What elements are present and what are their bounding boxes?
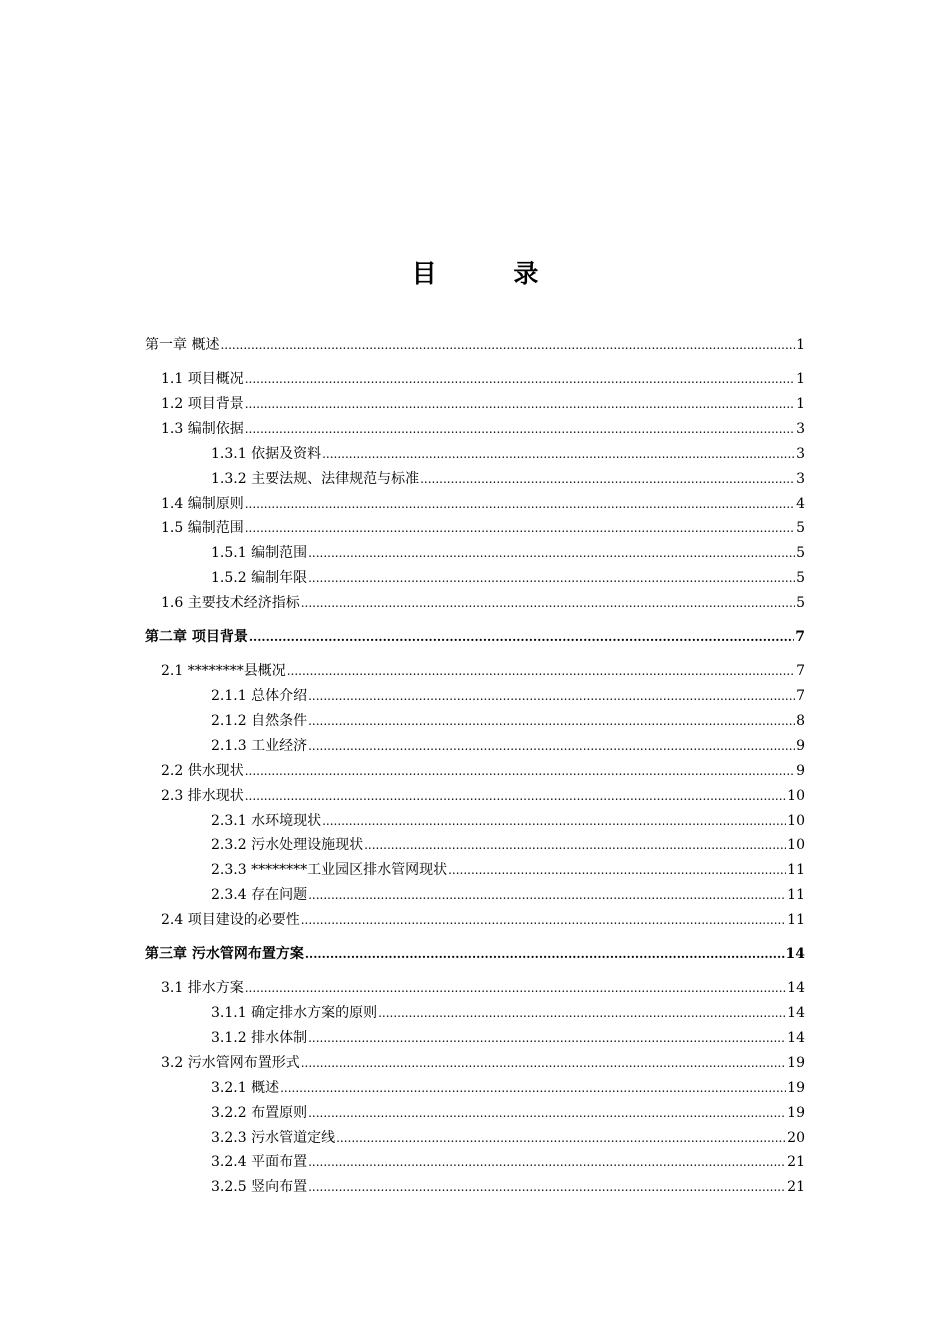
toc-page-number: 1	[796, 395, 805, 412]
toc-dot-leader	[280, 1077, 786, 1099]
toc-entry-label: 2.3.1 水环境现状	[211, 812, 322, 829]
toc-entry-label: 3.2.2 布置原则	[211, 1104, 308, 1121]
toc-dot-leader	[287, 660, 795, 682]
toc-entry-label: 1.3.1 依据及资料	[211, 445, 322, 462]
toc-entry-label: 3.1.2 排水体制	[211, 1029, 308, 1046]
toc-page-number: 5	[796, 520, 805, 537]
toc-section-entry[interactable]	[161, 592, 805, 614]
toc-section-entry[interactable]	[161, 368, 805, 390]
toc-dot-leader	[308, 1102, 786, 1124]
toc-section-entry[interactable]	[211, 542, 805, 564]
toc-dot-leader	[245, 517, 795, 539]
toc-entry-label: 2.4 项目建设的必要性	[161, 912, 300, 929]
toc-entry-label: 2.1.2 自然条件	[211, 712, 308, 729]
toc-entry-label: 1.3.2 主要法规、法律规范与标准	[211, 470, 420, 487]
toc-dot-leader	[378, 1002, 786, 1024]
toc-page-number: 10	[787, 812, 805, 829]
toc-page-number: 7	[795, 629, 805, 646]
toc-entry-label: 2.3.3 ********工业园区排水管网现状	[211, 862, 448, 879]
toc-section-entry[interactable]	[211, 443, 805, 465]
toc-page-number: 21	[787, 1179, 805, 1196]
toc-entry-label: 2.2 供水现状	[161, 762, 244, 779]
toc-page-number: 3	[796, 470, 805, 487]
toc-dot-leader	[220, 334, 795, 356]
toc-section-entry[interactable]	[211, 1027, 805, 1049]
toc-page-number: 9	[796, 737, 805, 754]
toc-dot-leader	[245, 785, 786, 807]
toc-section-entry[interactable]	[211, 1176, 805, 1198]
toc-section-entry[interactable]	[211, 735, 805, 757]
toc-entry-label: 1.6 主要技术经济指标	[161, 595, 300, 612]
toc-entry-label: 第一章 概述	[145, 337, 220, 353]
toc-page-number: 4	[796, 495, 805, 512]
toc-section-entry[interactable]	[161, 660, 805, 682]
toc-section-entry[interactable]	[161, 1052, 805, 1074]
toc-entry-label: 1.5.1 编制范围	[211, 545, 308, 562]
toc-page-number: 19	[787, 1054, 805, 1071]
toc-section-entry[interactable]	[211, 834, 805, 856]
toc-entry-label: 3.2.3 污水管道定线	[211, 1129, 336, 1146]
toc-page-number: 1	[796, 337, 805, 353]
toc-page-number: 3	[796, 445, 805, 462]
toc-page-number: 14	[787, 1029, 805, 1046]
toc-section-entry[interactable]	[161, 418, 805, 440]
toc-entry-label: 1.1 项目概况	[161, 371, 244, 387]
toc-section-entry[interactable]	[211, 685, 805, 707]
toc-entry-label: 2.3.2 污水处理设施现状	[211, 837, 364, 854]
toc-page-number: 3	[796, 420, 805, 437]
toc-page-number: 8	[796, 712, 805, 729]
toc-entry-label: 2.1.1 总体介绍	[211, 688, 308, 704]
toc-section-entry[interactable]	[161, 393, 805, 415]
toc-section-entry[interactable]	[161, 760, 805, 782]
toc-chapter-entry[interactable]	[145, 334, 805, 356]
toc-page-number: 9	[796, 762, 805, 779]
toc-entry-label: 1.3 编制依据	[161, 420, 244, 437]
toc-dot-leader	[322, 443, 795, 465]
toc-dot-leader	[245, 760, 795, 782]
toc-entry-label: 2.3.4 存在问题	[211, 887, 308, 904]
toc-entry-label: 3.2.1 概述	[211, 1079, 280, 1096]
toc-section-entry[interactable]	[161, 517, 805, 539]
toc-section-entry[interactable]	[211, 1151, 805, 1173]
toc-page-number: 5	[796, 570, 805, 587]
toc-section-entry[interactable]	[161, 493, 805, 515]
toc-page-number: 14	[785, 946, 805, 963]
toc-dot-leader	[420, 468, 795, 490]
toc-dot-leader	[301, 909, 786, 931]
toc-section-entry[interactable]	[211, 1127, 805, 1149]
toc-page-number: 7	[796, 688, 805, 704]
toc-page-number: 10	[787, 787, 805, 804]
toc-section-entry[interactable]	[211, 1002, 805, 1024]
toc-section-entry[interactable]	[211, 859, 805, 881]
toc-dot-leader	[364, 834, 786, 856]
toc-page-number: 19	[787, 1104, 805, 1121]
toc-dot-leader	[245, 418, 795, 440]
toc-page-number: 14	[787, 1005, 805, 1021]
toc-dot-leader	[308, 1027, 786, 1049]
toc-section-entry[interactable]	[211, 1077, 805, 1099]
page-title: 目 录	[411, 259, 573, 288]
toc-section-entry[interactable]	[161, 909, 805, 931]
toc-chapter-entry[interactable]	[145, 943, 805, 965]
toc-page-number: 14	[787, 980, 805, 997]
toc-entry-label: 3.1 排水方案	[161, 980, 244, 997]
toc-section-entry[interactable]	[211, 567, 805, 589]
toc-dot-leader	[308, 1151, 786, 1173]
toc-page-number: 21	[787, 1154, 805, 1171]
toc-page-number: 11	[787, 862, 805, 879]
toc-section-entry[interactable]	[211, 468, 805, 490]
toc-dot-leader	[308, 567, 795, 589]
toc-dot-leader	[301, 592, 795, 614]
toc-page-number: 5	[796, 595, 805, 612]
toc-section-entry[interactable]	[211, 884, 805, 906]
toc-dot-leader	[448, 859, 786, 881]
toc-entry-label: 2.1.3 工业经济	[211, 737, 308, 754]
toc-dot-leader	[245, 493, 795, 515]
toc-page-number: 11	[787, 912, 805, 929]
toc-entry-label: 1.4 编制原则	[161, 495, 244, 512]
toc-entry-label: 3.2.5 竖向布置	[211, 1179, 308, 1196]
toc-page-number: 11	[787, 887, 805, 904]
toc-entry-label: 3.2 污水管网布置形式	[161, 1054, 300, 1071]
toc-entry-label: 1.5 编制范围	[161, 520, 244, 537]
toc-entry-label: 1.2 项目背景	[161, 395, 244, 412]
toc-chapter-entry[interactable]	[145, 626, 805, 648]
toc-entry-label: 1.5.2 编制年限	[211, 570, 308, 587]
toc-page-number: 20	[787, 1129, 805, 1146]
toc-dot-leader	[308, 884, 786, 906]
toc-entry-label: 2.1 ********县概况	[161, 663, 286, 680]
toc-entry-label: 3.2.4 平面布置	[211, 1154, 308, 1171]
toc-entry-label: 第二章 项目背景	[145, 629, 248, 646]
toc-dot-leader	[322, 810, 786, 832]
toc-dot-leader	[308, 542, 795, 564]
toc-page-number: 1	[796, 371, 805, 387]
toc-section-entry[interactable]	[161, 977, 805, 999]
toc-page-number: 10	[787, 837, 805, 854]
toc-dot-leader	[301, 1052, 786, 1074]
toc-section-entry[interactable]	[161, 785, 805, 807]
toc-dot-leader	[308, 1176, 786, 1198]
toc-section-entry[interactable]	[211, 810, 805, 832]
toc-page-number: 19	[787, 1079, 805, 1096]
toc-entry-label: 2.3 排水现状	[161, 787, 244, 804]
toc-page-number: 7	[796, 663, 805, 680]
toc-dot-leader	[336, 1127, 786, 1149]
toc-section-entry[interactable]	[211, 710, 805, 732]
toc-dot-leader	[245, 977, 786, 999]
toc-dot-leader	[308, 710, 795, 732]
toc-dot-leader	[308, 735, 795, 757]
toc-dot-leader	[305, 943, 785, 965]
toc-dot-leader	[249, 626, 794, 648]
toc-section-entry[interactable]	[211, 1102, 805, 1124]
toc-entry-label: 第三章 污水管网布置方案	[145, 946, 304, 963]
toc-entry-label: 3.1.1 确定排水方案的原则	[211, 1005, 378, 1021]
toc-dot-leader	[308, 685, 795, 707]
toc-dot-leader	[245, 393, 795, 415]
toc-dot-leader	[245, 368, 795, 390]
toc-page-number: 5	[796, 545, 805, 562]
